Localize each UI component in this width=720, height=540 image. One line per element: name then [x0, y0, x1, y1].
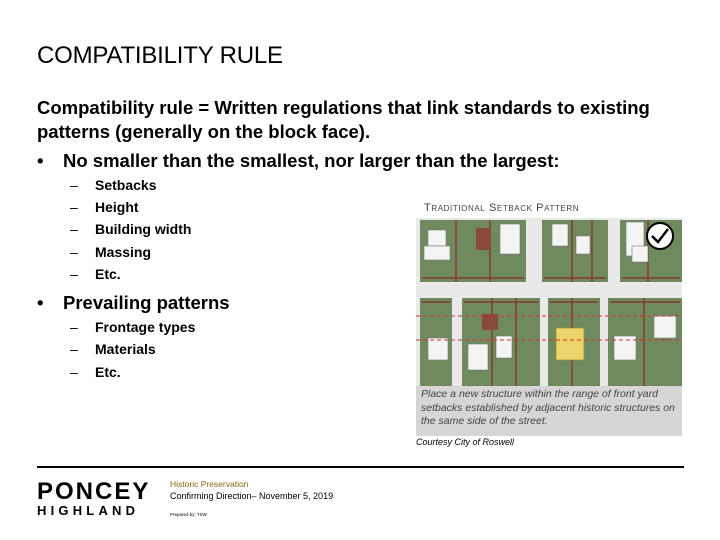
- bullet-symbol: •: [37, 150, 44, 171]
- slide-title: COMPATIBILITY RULE: [37, 42, 283, 69]
- intro-text: Compatibility rule = Written regulations that link standards to existing patterns (generally on the block face).: [37, 97, 650, 142]
- sub-item: [70, 177, 156, 193]
- sub-text: Massing: [95, 244, 152, 260]
- dash-symbol: –: [70, 199, 78, 215]
- sub-text: Building width: [95, 221, 192, 237]
- dash-symbol: –: [70, 244, 78, 260]
- footer-subtitle: Confirming Direction– November 5, 2019: [170, 491, 334, 501]
- logo-top-text: PONCEY: [37, 478, 151, 505]
- logo-bottom-text: HIGHLAND: [37, 503, 140, 518]
- sub-text: Height: [95, 199, 139, 215]
- bullet-text: No smaller than the smallest, nor larger than the largest:: [63, 150, 560, 171]
- poncey-highland-logo: [37, 480, 162, 520]
- sub-item: [70, 341, 156, 357]
- setback-map: [416, 218, 682, 386]
- dash-symbol: –: [70, 266, 78, 282]
- sub-text: Etc.: [95, 266, 121, 282]
- sub-item: [70, 199, 139, 215]
- dash-symbol: –: [70, 319, 78, 335]
- dash-symbol: –: [70, 177, 78, 193]
- sub-text: Setbacks: [95, 177, 157, 193]
- bullet-item: [37, 150, 560, 172]
- sub-item: [70, 364, 121, 380]
- bullet-symbol: •: [37, 292, 44, 313]
- sub-text: Frontage types: [95, 319, 196, 335]
- sub-text: Materials: [95, 341, 156, 357]
- footer-divider: [37, 466, 684, 468]
- image-credit: Courtesy City of Roswell: [416, 437, 515, 447]
- setback-figure: [416, 202, 682, 435]
- bullet-text: Prevailing patterns: [63, 292, 230, 313]
- figure-title: Traditional Setback Pattern: [424, 202, 580, 214]
- sub-item: [70, 319, 195, 335]
- footer-project: Historic Preservation: [170, 479, 249, 489]
- sub-text: Etc.: [95, 364, 121, 380]
- sub-item: [70, 244, 151, 260]
- sub-item: [70, 266, 121, 282]
- dash-symbol: –: [70, 221, 78, 237]
- bullet-item: [37, 292, 230, 314]
- setback-map-graphic: [416, 218, 682, 386]
- sub-item: [70, 221, 191, 237]
- footer-prepared: Prepared by: TSW: [170, 512, 207, 517]
- dash-symbol: –: [70, 341, 78, 357]
- figure-caption: Place a new structure within the range of front yard setbacks established by adjacent historic structures on the same side of the street.: [416, 386, 682, 436]
- dash-symbol: –: [70, 364, 78, 380]
